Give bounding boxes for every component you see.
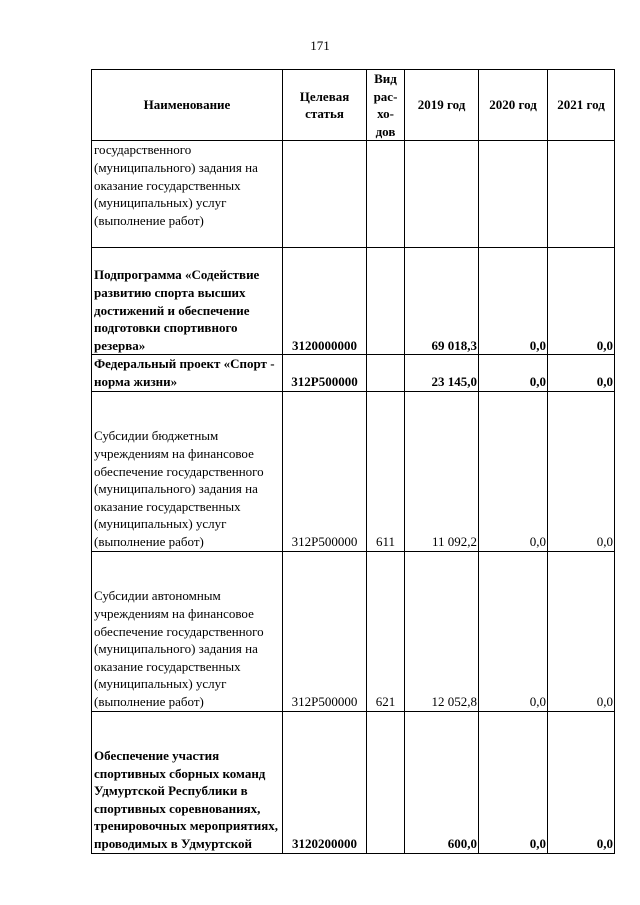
header-2019: 2019 год: [405, 70, 479, 141]
row-2019: 12 052,8: [405, 551, 479, 711]
table-row: [92, 141, 615, 248]
row-target: 312P500000: [283, 391, 367, 551]
table-row: [92, 248, 615, 355]
row-2019: [405, 141, 479, 248]
row-target: 312P500000: [283, 355, 367, 391]
table-row: [92, 711, 615, 853]
row-name: государственного (муниципального) задания на оказание государственных (муниципальных) услуг (выполнение работ): [92, 141, 283, 248]
row-2021: 0,0: [548, 248, 615, 355]
row-target: 3120200000: [283, 711, 367, 853]
row-2021: 0,0: [548, 355, 615, 391]
row-kind: [367, 711, 405, 853]
header-target: Целевая статья: [283, 70, 367, 141]
row-2019: 600,0: [405, 711, 479, 853]
row-2021: [548, 141, 615, 248]
row-name: Субсидии автономным учреждениям на финансовое обеспечение государственного (муниципального) задания на оказание государственных (муниципальных) услуг (выполнение работ): [92, 551, 283, 711]
row-2020: [479, 141, 548, 248]
header-name: Наименование: [92, 70, 283, 141]
row-kind: 611: [367, 391, 405, 551]
header-2020: 2020 год: [479, 70, 548, 141]
row-name: Федеральный проект «Спорт - норма жизни»: [92, 355, 283, 391]
row-name: Субсидии бюджетным учреждениям на финансовое обеспечение государственного (муниципального) задания на оказание государственных (муниципальных) услуг (выполнение работ): [92, 391, 283, 551]
row-2020: 0,0: [479, 355, 548, 391]
row-2021: 0,0: [548, 391, 615, 551]
header-2021: 2021 год: [548, 70, 615, 141]
row-kind: [367, 248, 405, 355]
row-2019: 69 018,3: [405, 248, 479, 355]
row-target: 3120000000: [283, 248, 367, 355]
row-2019: 11 092,2: [405, 391, 479, 551]
row-2021: 0,0: [548, 711, 615, 853]
row-target: [283, 141, 367, 248]
row-kind: 621: [367, 551, 405, 711]
row-name: Обеспечение участия спортивных сборных команд Удмуртской Республики в спортивных соревнованиях, тренировочных мероприятиях, проводимых в Удмуртской: [92, 711, 283, 853]
table-row: [92, 391, 615, 551]
row-name: Подпрограмма «Содействие развитию спорта высших достижений и обеспечение подготовки спортивного резерва»: [92, 248, 283, 355]
row-2020: 0,0: [479, 551, 548, 711]
row-2020: 0,0: [479, 248, 548, 355]
row-kind: [367, 141, 405, 248]
row-target: 312P500000: [283, 551, 367, 711]
table-row: [92, 551, 615, 711]
row-2019: 23 145,0: [405, 355, 479, 391]
header-kind: Вид рас- хо- дов: [367, 70, 405, 141]
header-row: [92, 70, 615, 141]
row-2020: 0,0: [479, 711, 548, 853]
table-row: [92, 355, 615, 391]
budget-table: [91, 69, 615, 854]
row-2020: 0,0: [479, 391, 548, 551]
row-2021: 0,0: [548, 551, 615, 711]
page-number: 171: [310, 38, 330, 53]
row-kind: [367, 355, 405, 391]
